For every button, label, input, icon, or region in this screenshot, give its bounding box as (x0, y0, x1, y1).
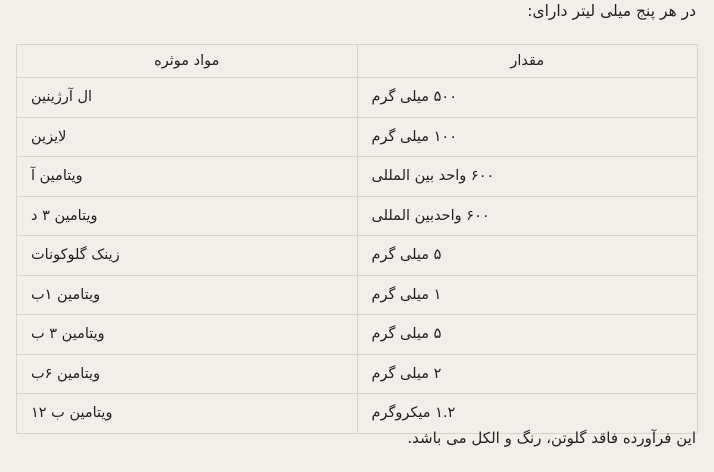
cell-amount (357, 236, 698, 276)
cell-amount-value: ۵ میلی گرم (371, 247, 442, 264)
column-header-substance (17, 45, 358, 78)
table-row (17, 157, 698, 197)
cell-amount-value: ۱۰۰ میلی گرم (371, 128, 458, 145)
cell-amount (357, 157, 698, 197)
cell-amount-value: ۶۰۰ واحدبین المللی (371, 207, 490, 224)
cell-amount-value: ۶۰۰ واحد بین المللی (371, 168, 495, 185)
cell-substance-value: ویتامین ب ۱۲ (31, 405, 113, 422)
table-row (17, 315, 698, 355)
cell-amount-value: ۵ میلی گرم (371, 326, 442, 343)
table-header (17, 45, 698, 78)
ingredients-table-container (16, 44, 698, 434)
table-body (17, 78, 698, 434)
column-header-amount (357, 45, 698, 78)
cell-substance (17, 394, 358, 434)
table-row (17, 117, 698, 157)
cell-substance (17, 275, 358, 315)
ingredients-table (16, 44, 698, 434)
cell-substance (17, 236, 358, 276)
cell-substance (17, 196, 358, 236)
cell-amount (357, 78, 698, 118)
table-row (17, 236, 698, 276)
cell-substance (17, 354, 358, 394)
cell-substance (17, 315, 358, 355)
cell-amount (357, 196, 698, 236)
cell-substance-value: ال آرژینین (31, 89, 93, 106)
cell-amount (357, 315, 698, 355)
cell-substance-value: ویتامین ۶ب (31, 365, 101, 382)
table-row (17, 275, 698, 315)
cell-substance (17, 157, 358, 197)
footnote-text: این فرآورده فاقد گلوتن، رنگ و الکل می باشد. (407, 429, 696, 447)
cell-substance-value: ویتامین ۱ب (31, 286, 101, 303)
table-row (17, 196, 698, 236)
cell-amount (357, 275, 698, 315)
table-row (17, 78, 698, 118)
cell-amount (357, 354, 698, 394)
cell-amount-value: ۱ میلی گرم (371, 286, 442, 303)
column-header-substance-label: مواد موثره (154, 53, 220, 69)
table-row (17, 354, 698, 394)
cell-amount-value: ۵۰۰ میلی گرم (371, 89, 458, 106)
cell-substance (17, 117, 358, 157)
cell-substance-value: ویتامین ۳ د (31, 207, 98, 224)
cell-amount-value: ۲ میلی گرم (371, 365, 442, 382)
cell-substance-value: زینک گلوکونات (31, 247, 120, 264)
cell-substance-value: لایزین (31, 128, 67, 145)
cell-substance (17, 78, 358, 118)
intro-text: در هر پنج میلی لیتر دارای: (527, 2, 696, 20)
cell-amount (357, 117, 698, 157)
table-header-row (17, 45, 698, 78)
cell-amount-value: ۱.۲ میکروگرم (371, 405, 456, 422)
cell-substance-value: ویتامین ۳ ب (31, 326, 105, 343)
column-header-amount-label: مقدار (510, 53, 545, 69)
cell-substance-value: ویتامین آ (31, 168, 83, 185)
